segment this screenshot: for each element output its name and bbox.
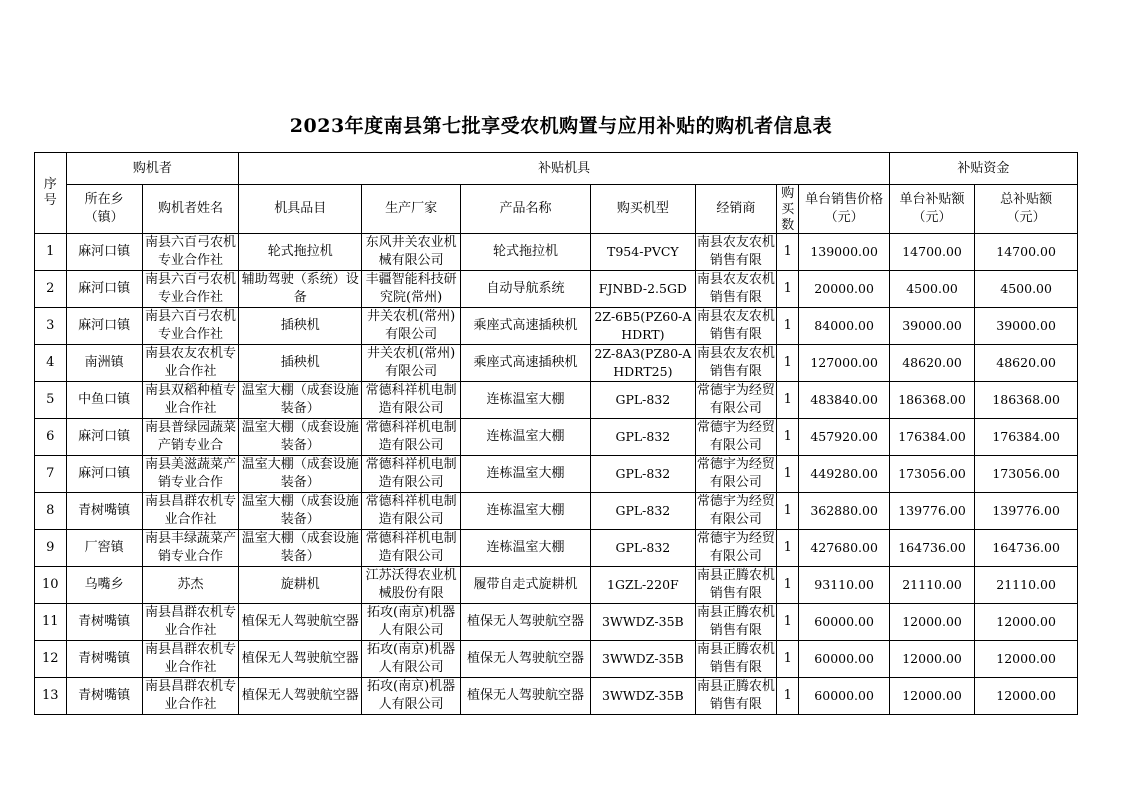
cell-unit-subsidy: 48620.00 xyxy=(889,345,974,382)
cell-unit-subsidy: 21110.00 xyxy=(889,567,974,604)
cell-town: 青树嘴镇 xyxy=(66,641,142,678)
cell-maker: 井关农机(常州)有限公司 xyxy=(362,345,461,382)
cell-model: GPL-832 xyxy=(591,419,696,456)
cell-product: 轮式拖拉机 xyxy=(460,234,590,271)
cell-product: 履带自走式旋耕机 xyxy=(460,567,590,604)
cell-unit-price: 427680.00 xyxy=(799,530,889,567)
cell-category: 插秧机 xyxy=(239,345,362,382)
cell-unit-subsidy: 173056.00 xyxy=(889,456,974,493)
cell-unit-subsidy: 12000.00 xyxy=(889,641,974,678)
cell-unit-price: 457920.00 xyxy=(799,419,889,456)
table-row xyxy=(35,530,1078,567)
cell-product: 植保无人驾驶航空器 xyxy=(460,641,590,678)
header-group-fund: 补贴资金 xyxy=(889,153,1077,185)
cell-town: 厂窖镇 xyxy=(66,530,142,567)
cell-seq: 7 xyxy=(35,456,67,493)
header-town: 所在乡（镇） xyxy=(66,185,142,234)
cell-unit-price: 93110.00 xyxy=(799,567,889,604)
cell-model: 3WWDZ-35B xyxy=(591,678,696,715)
cell-seq: 3 xyxy=(35,308,67,345)
cell-product: 乘座式高速插秧机 xyxy=(460,308,590,345)
cell-buyer: 南县昌群农机专业合作社 xyxy=(142,604,239,641)
cell-product: 植保无人驾驶航空器 xyxy=(460,678,590,715)
cell-model: T954-PVCY xyxy=(591,234,696,271)
cell-model: 2Z-8A3(PZ80-AHDRT25) xyxy=(591,345,696,382)
cell-buyer: 南县双稻种植专业合作社 xyxy=(142,382,239,419)
cell-category: 轮式拖拉机 xyxy=(239,234,362,271)
cell-unit-price: 60000.00 xyxy=(799,641,889,678)
cell-unit-subsidy: 186368.00 xyxy=(889,382,974,419)
cell-product: 连栋温室大棚 xyxy=(460,493,590,530)
cell-unit-price: 483840.00 xyxy=(799,382,889,419)
cell-qty: 1 xyxy=(777,604,799,641)
cell-category: 辅助驾驶（系统）设备 xyxy=(239,271,362,308)
cell-qty: 1 xyxy=(777,678,799,715)
cell-product: 自动导航系统 xyxy=(460,271,590,308)
cell-town: 乌嘴乡 xyxy=(66,567,142,604)
cell-dealer: 南县农友农机销售有限 xyxy=(695,271,776,308)
cell-category: 插秧机 xyxy=(239,308,362,345)
header-qty: 购买数 xyxy=(777,185,799,234)
cell-seq: 6 xyxy=(35,419,67,456)
header-model: 购买机型 xyxy=(591,185,696,234)
cell-qty: 1 xyxy=(777,641,799,678)
cell-qty: 1 xyxy=(777,419,799,456)
cell-dealer: 南县正腾农机销售有限 xyxy=(695,641,776,678)
cell-unit-subsidy: 14700.00 xyxy=(889,234,974,271)
cell-total-subsidy: 21110.00 xyxy=(975,567,1078,604)
cell-maker: 井关农机(常州)有限公司 xyxy=(362,308,461,345)
cell-town: 麻河口镇 xyxy=(66,234,142,271)
cell-unit-subsidy: 39000.00 xyxy=(889,308,974,345)
header-total-subsidy: 总补贴额（元） xyxy=(975,185,1078,234)
table-row xyxy=(35,234,1078,271)
cell-dealer: 常德宇为经贸有限公司 xyxy=(695,530,776,567)
header-product: 产品名称 xyxy=(460,185,590,234)
cell-unit-subsidy: 12000.00 xyxy=(889,678,974,715)
cell-unit-price: 20000.00 xyxy=(799,271,889,308)
header-seq: 序号 xyxy=(35,153,67,234)
cell-maker: 东风井关农业机械有限公司 xyxy=(362,234,461,271)
cell-dealer: 南县农友农机销售有限 xyxy=(695,234,776,271)
cell-qty: 1 xyxy=(777,271,799,308)
cell-town: 青树嘴镇 xyxy=(66,604,142,641)
cell-product: 连栋温室大棚 xyxy=(460,530,590,567)
cell-category: 植保无人驾驶航空器 xyxy=(239,604,362,641)
cell-town: 麻河口镇 xyxy=(66,419,142,456)
cell-buyer: 南县昌群农机专业合作社 xyxy=(142,493,239,530)
cell-seq: 2 xyxy=(35,271,67,308)
cell-maker: 拓攻(南京)机器人有限公司 xyxy=(362,678,461,715)
subsidy-table xyxy=(34,152,1078,715)
cell-unit-price: 84000.00 xyxy=(799,308,889,345)
cell-model: GPL-832 xyxy=(591,493,696,530)
cell-buyer: 南县六百弓农机专业合作社 xyxy=(142,308,239,345)
cell-dealer: 常德宇为经贸有限公司 xyxy=(695,493,776,530)
header-column-row xyxy=(35,185,1078,234)
cell-unit-subsidy: 4500.00 xyxy=(889,271,974,308)
cell-qty: 1 xyxy=(777,382,799,419)
cell-dealer: 南县正腾农机销售有限 xyxy=(695,678,776,715)
header-group-row xyxy=(35,153,1078,185)
cell-buyer: 南县丰绿蔬菜产销专业合作 xyxy=(142,530,239,567)
cell-qty: 1 xyxy=(777,234,799,271)
cell-total-subsidy: 12000.00 xyxy=(975,678,1078,715)
table-row xyxy=(35,641,1078,678)
cell-product: 连栋温室大棚 xyxy=(460,382,590,419)
table-row xyxy=(35,493,1078,530)
header-maker: 生产厂家 xyxy=(362,185,461,234)
cell-town: 南洲镇 xyxy=(66,345,142,382)
cell-town: 麻河口镇 xyxy=(66,308,142,345)
cell-maker: 常德科祥机电制造有限公司 xyxy=(362,456,461,493)
cell-buyer: 南县美滋蔬菜产销专业合作 xyxy=(142,456,239,493)
cell-total-subsidy: 173056.00 xyxy=(975,456,1078,493)
cell-total-subsidy: 12000.00 xyxy=(975,604,1078,641)
cell-unit-subsidy: 164736.00 xyxy=(889,530,974,567)
cell-unit-subsidy: 139776.00 xyxy=(889,493,974,530)
cell-unit-price: 60000.00 xyxy=(799,678,889,715)
cell-maker: 拓攻(南京)机器人有限公司 xyxy=(362,641,461,678)
cell-buyer: 南县六百弓农机专业合作社 xyxy=(142,271,239,308)
table-row xyxy=(35,456,1078,493)
cell-category: 温室大棚（成套设施装备） xyxy=(239,382,362,419)
cell-qty: 1 xyxy=(777,530,799,567)
cell-model: 3WWDZ-35B xyxy=(591,641,696,678)
cell-model: GPL-832 xyxy=(591,456,696,493)
cell-total-subsidy: 39000.00 xyxy=(975,308,1078,345)
table-row xyxy=(35,308,1078,345)
table-row xyxy=(35,345,1078,382)
cell-total-subsidy: 164736.00 xyxy=(975,530,1078,567)
table-row xyxy=(35,382,1078,419)
cell-seq: 9 xyxy=(35,530,67,567)
cell-unit-price: 60000.00 xyxy=(799,604,889,641)
cell-seq: 5 xyxy=(35,382,67,419)
header-unit-subsidy: 单台补贴额（元） xyxy=(889,185,974,234)
cell-qty: 1 xyxy=(777,345,799,382)
cell-model: 1GZL-220F xyxy=(591,567,696,604)
cell-model: FJNBD-2.5GD xyxy=(591,271,696,308)
cell-maker: 常德科祥机电制造有限公司 xyxy=(362,530,461,567)
cell-dealer: 常德宇为经贸有限公司 xyxy=(695,456,776,493)
cell-dealer: 南县正腾农机销售有限 xyxy=(695,567,776,604)
cell-product: 植保无人驾驶航空器 xyxy=(460,604,590,641)
cell-model: 2Z-6B5(PZ60-AHDRT) xyxy=(591,308,696,345)
cell-total-subsidy: 48620.00 xyxy=(975,345,1078,382)
cell-category: 旋耕机 xyxy=(239,567,362,604)
cell-dealer: 南县农友农机销售有限 xyxy=(695,345,776,382)
header-group-buyer: 购机者 xyxy=(66,153,239,185)
cell-maker: 常德科祥机电制造有限公司 xyxy=(362,382,461,419)
cell-maker: 拓攻(南京)机器人有限公司 xyxy=(362,604,461,641)
table-row xyxy=(35,419,1078,456)
cell-buyer: 南县昌群农机专业合作社 xyxy=(142,678,239,715)
cell-dealer: 常德宇为经贸有限公司 xyxy=(695,419,776,456)
cell-model: GPL-832 xyxy=(591,530,696,567)
table-row xyxy=(35,678,1078,715)
table-row xyxy=(35,271,1078,308)
cell-maker: 江苏沃得农业机械股份有限 xyxy=(362,567,461,604)
cell-qty: 1 xyxy=(777,493,799,530)
table-body xyxy=(35,234,1078,715)
cell-seq: 10 xyxy=(35,567,67,604)
cell-seq: 8 xyxy=(35,493,67,530)
cell-seq: 11 xyxy=(35,604,67,641)
cell-seq: 4 xyxy=(35,345,67,382)
table-row xyxy=(35,567,1078,604)
cell-product: 连栋温室大棚 xyxy=(460,419,590,456)
cell-total-subsidy: 12000.00 xyxy=(975,641,1078,678)
cell-category: 植保无人驾驶航空器 xyxy=(239,678,362,715)
cell-maker: 常德科祥机电制造有限公司 xyxy=(362,419,461,456)
cell-dealer: 南县正腾农机销售有限 xyxy=(695,604,776,641)
cell-town: 中鱼口镇 xyxy=(66,382,142,419)
cell-category: 温室大棚（成套设施装备） xyxy=(239,419,362,456)
cell-dealer: 常德宇为经贸有限公司 xyxy=(695,382,776,419)
cell-unit-price: 127000.00 xyxy=(799,345,889,382)
cell-seq: 13 xyxy=(35,678,67,715)
cell-town: 青树嘴镇 xyxy=(66,493,142,530)
header-buyer: 购机者姓名 xyxy=(142,185,239,234)
cell-unit-price: 139000.00 xyxy=(799,234,889,271)
cell-unit-subsidy: 176384.00 xyxy=(889,419,974,456)
cell-category: 温室大棚（成套设施装备） xyxy=(239,456,362,493)
cell-qty: 1 xyxy=(777,308,799,345)
header-group-machine: 补贴机具 xyxy=(239,153,890,185)
cell-category: 植保无人驾驶航空器 xyxy=(239,641,362,678)
cell-product: 乘座式高速插秧机 xyxy=(460,345,590,382)
cell-unit-price: 362880.00 xyxy=(799,493,889,530)
cell-buyer: 南县六百弓农机专业合作社 xyxy=(142,234,239,271)
table-row xyxy=(35,604,1078,641)
cell-buyer: 南县农友农机专业合作社 xyxy=(142,345,239,382)
cell-qty: 1 xyxy=(777,456,799,493)
cell-seq: 1 xyxy=(35,234,67,271)
cell-model: 3WWDZ-35B xyxy=(591,604,696,641)
cell-town: 麻河口镇 xyxy=(66,456,142,493)
cell-category: 温室大棚（成套设施装备） xyxy=(239,493,362,530)
page-title: 2023年度南县第七批享受农机购置与应用补贴的购机者信息表 xyxy=(289,115,833,137)
cell-maker: 常德科祥机电制造有限公司 xyxy=(362,493,461,530)
header-dealer: 经销商 xyxy=(695,185,776,234)
cell-total-subsidy: 176384.00 xyxy=(975,419,1078,456)
cell-town: 麻河口镇 xyxy=(66,271,142,308)
cell-total-subsidy: 186368.00 xyxy=(975,382,1078,419)
header-unit-price: 单台销售价格（元） xyxy=(799,185,889,234)
cell-buyer: 南县昌群农机专业合作社 xyxy=(142,641,239,678)
cell-product: 连栋温室大棚 xyxy=(460,456,590,493)
cell-category: 温室大棚（成套设施装备） xyxy=(239,530,362,567)
cell-buyer: 苏杰 xyxy=(142,567,239,604)
cell-buyer: 南县普绿园蔬菜产销专业合 xyxy=(142,419,239,456)
cell-unit-price: 449280.00 xyxy=(799,456,889,493)
cell-town: 青树嘴镇 xyxy=(66,678,142,715)
cell-total-subsidy: 139776.00 xyxy=(975,493,1078,530)
cell-total-subsidy: 4500.00 xyxy=(975,271,1078,308)
cell-model: GPL-832 xyxy=(591,382,696,419)
cell-maker: 丰疆智能科技研究院(常州) xyxy=(362,271,461,308)
cell-seq: 12 xyxy=(35,641,67,678)
cell-unit-subsidy: 12000.00 xyxy=(889,604,974,641)
cell-qty: 1 xyxy=(777,567,799,604)
header-category: 机具品目 xyxy=(239,185,362,234)
cell-dealer: 南县农友农机销售有限 xyxy=(695,308,776,345)
cell-total-subsidy: 14700.00 xyxy=(975,234,1078,271)
